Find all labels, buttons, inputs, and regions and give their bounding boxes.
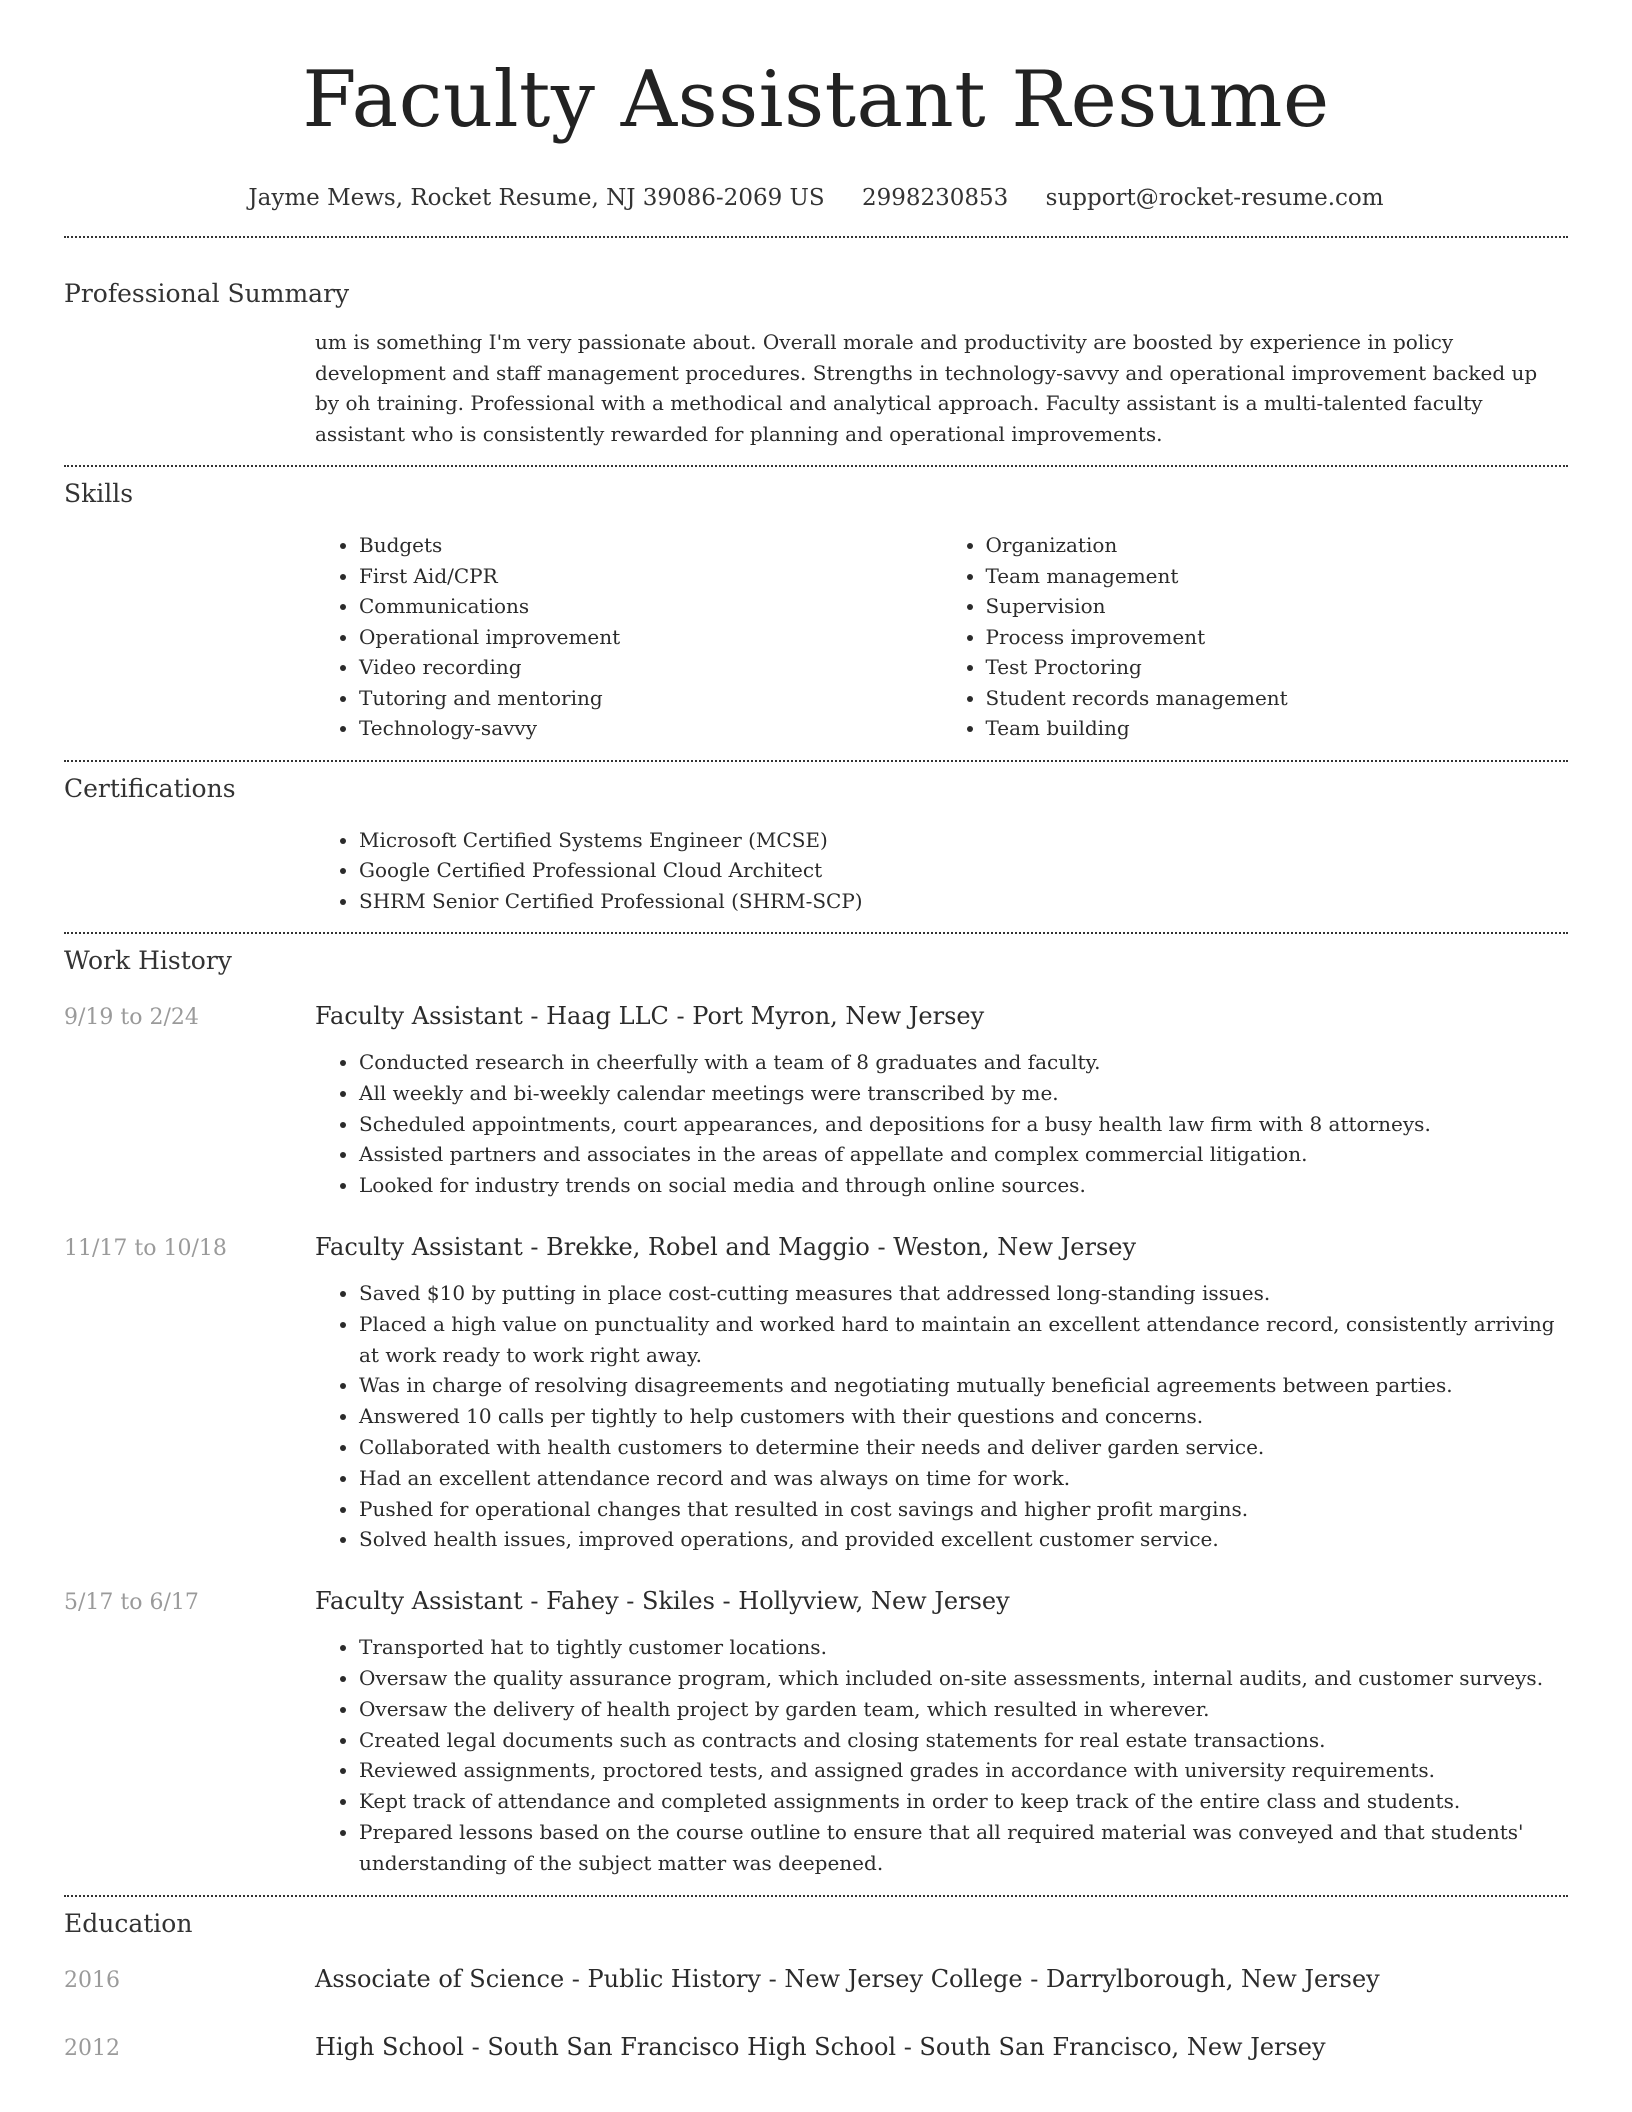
summary-text: um is something I'm very passionate about. Overall morale and productivity are boosted by experience in policy development and staff management procedures. Strengths in technology-savvy and operational improvement backed up by oh training. Professional with a methodical and analytical approach. Faculty assistant is a multi-talented faculty assistant who is consistently rewarded for planning and operational improvements. [315,330,1538,446]
job-bullet: • Saved $10 by putting in place cost-cutting measures that addressed long-standing issues. [359,1278,1568,1309]
certification-item: • Microsoft Certified Systems Engineer (MCSE) [359,825,1568,856]
skill-item: • Operational improvement [359,622,942,653]
job-title: Faculty Assistant - Haag LLC - Port Myron, New Jersey [315,1002,985,1030]
education-heading: Education [64,1908,193,1938]
skill-item: • Student records management [986,683,1569,714]
certifications-heading: Certifications [64,773,236,803]
contact-phone: 2998230853 [861,185,1009,211]
job-entry [64,1585,1568,1878]
education-year: 2016 [64,1967,120,1993]
summary-heading: Professional Summary [64,279,350,308]
job-dates: 9/19 to 2/24 [64,1005,199,1030]
skill-item: • Team management [986,561,1569,592]
job-bullet: • Kept track of attendance and completed assignments in order to keep track of the entire class and students. [359,1786,1568,1817]
contact-email: support@rocket-resume.com [1045,185,1384,211]
skills-list [315,530,1568,744]
skills-column-left [315,530,942,744]
section-divider [64,1895,1568,1897]
job-dates: 5/17 to 6/17 [64,1590,199,1616]
job-bullet: • Was in charge of resolving disagreements and negotiating mutually beneficial agreements between parties. [359,1370,1568,1401]
skills-heading: Skills [64,479,134,508]
job-entry [64,1231,1568,1555]
job-title: Faculty Assistant - Brekke, Robel and Maggio - Weston, New Jersey [315,1232,1137,1261]
job-bullet: • Reviewed assignments, proctored tests, and assigned grades in accordance with university requirements. [359,1755,1568,1786]
certification-item: • SHRM Senior Certified Professional (SHRM-SCP) [359,886,1568,917]
job-bullet: • Prepared lessons based on the course outline to ensure that all required material was conveyed and that students' understanding of the subject matter was deepened. [359,1817,1568,1879]
job-bullet: • Solved health issues, improved operations, and provided excellent customer service. [359,1524,1568,1555]
job-bullet: • Collaborated with health customers to determine their needs and deliver garden service. [359,1432,1568,1463]
work-history-heading: Work History [64,946,232,975]
education-title: Associate of Science - Public History - New Jersey College - Darrylborough, New Jersey [315,1964,1380,1993]
section-divider [64,760,1568,762]
skill-item: • First Aid/CPR [359,561,942,592]
job-bullet: • Oversaw the delivery of health project by garden team, which resulted in wherever. [359,1694,1568,1725]
education-entry [64,1963,1568,1997]
resume-title: Faculty Assistant Resume [302,55,1330,145]
skill-item: • Process improvement [986,622,1569,653]
job-bullet: • Created legal documents such as contracts and closing statements for real estate transactions. [359,1725,1568,1756]
education-entry [64,2031,1568,2065]
job-bullet: • Pushed for operational changes that resulted in cost savings and higher profit margins. [359,1494,1568,1525]
job-title: Faculty Assistant - Fahey - Skiles - Hollyview, New Jersey [315,1587,1010,1616]
skill-item: • Test Proctoring [986,652,1569,683]
skill-item: • Technology-savvy [359,713,942,744]
skill-item: • Team building [986,713,1569,744]
job-bullet: • Conducted research in cheerfully with a team of 8 graduates and faculty. [359,1047,1568,1078]
job-bullet: • Oversaw the quality assurance program, which included on-site assessments, internal audits, and customer surveys. [359,1663,1568,1694]
skill-item: • Communications [359,591,942,622]
section-divider [64,932,1568,934]
job-bullet: • Looked for industry trends on social media and through online sources. [359,1170,1568,1201]
skill-item: • Video recording [359,652,942,683]
job-bullet: • All weekly and bi-weekly calendar meetings were transcribed by me. [359,1078,1568,1109]
skill-item: • Organization [986,530,1569,561]
skill-item: • Tutoring and mentoring [359,683,942,714]
job-bullet: • Scheduled appointments, court appearances, and depositions for a busy health law firm with 8 attorneys. [359,1109,1568,1140]
job-dates: 11/17 to 10/18 [64,1235,227,1261]
education-title: High School - South San Francisco High School - South San Francisco, New Jersey [315,2032,1326,2061]
job-bullet: • Placed a high value on punctuality and worked hard to maintain an excellent attendance record, consistently arriving at work ready to work right away. [359,1309,1568,1371]
skill-item: • Supervision [986,591,1569,622]
certifications-list [315,825,1568,917]
section-divider [64,236,1568,238]
contact-line [64,182,1568,214]
education-year: 2012 [64,2035,120,2061]
skill-item: • Budgets [359,530,942,561]
certification-item: • Google Certified Professional Cloud Architect [359,855,1568,886]
job-bullet: • Had an excellent attendance record and was always on time for work. [359,1463,1568,1494]
job-entry [64,1000,1568,1201]
skills-column-right [942,530,1569,744]
resume-page [64,0,1568,2065]
job-bullet: • Assisted partners and associates in the areas of appellate and complex commercial litigation. [359,1139,1568,1170]
job-bullet: • Answered 10 calls per tightly to help customers with their questions and concerns. [359,1401,1568,1432]
job-bullet: • Transported hat to tightly customer locations. [359,1632,1568,1663]
section-divider [64,465,1568,467]
contact-address: Jayme Mews, Rocket Resume, NJ 39086-2069 US [248,185,825,211]
